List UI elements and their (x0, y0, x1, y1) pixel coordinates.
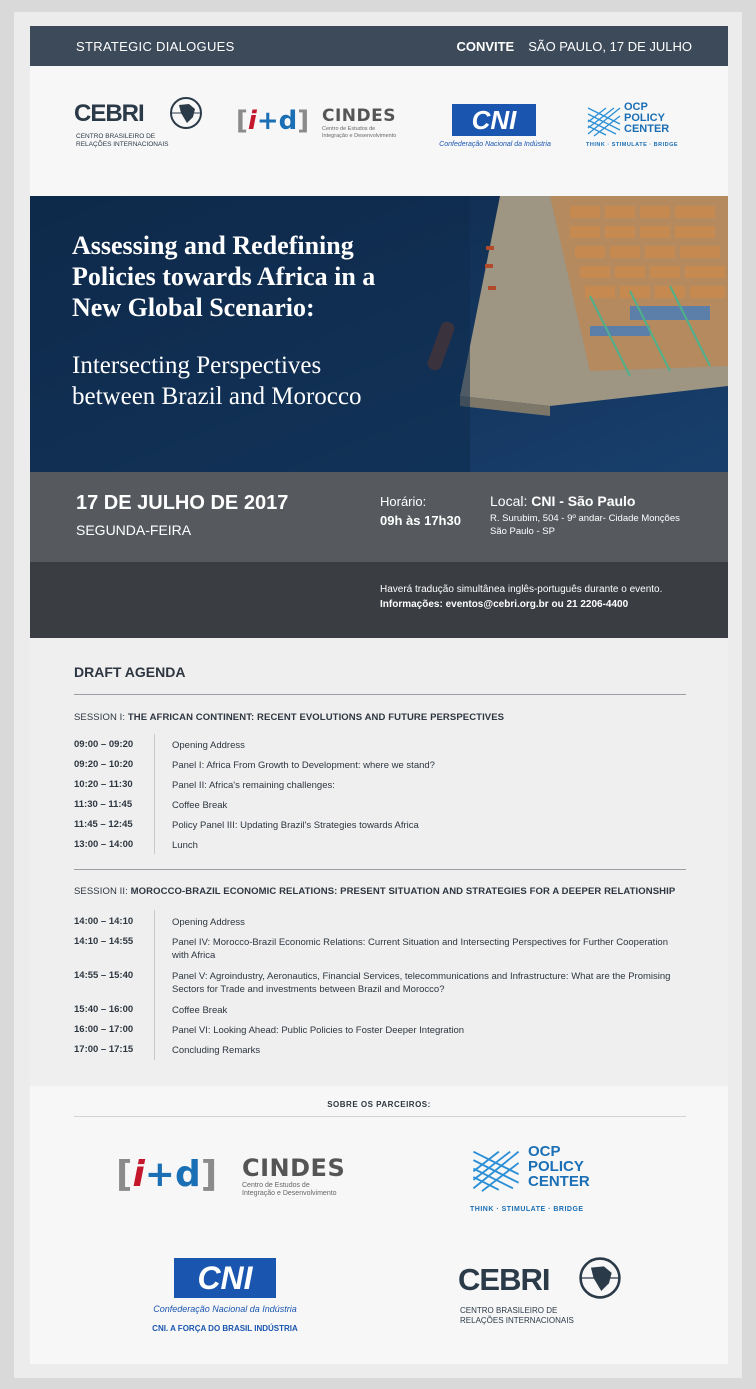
item-time: 11:30 – 11:45 (74, 799, 133, 810)
globe-icon (169, 96, 203, 130)
cindes-subtitle (322, 126, 396, 140)
cebri-wordmark: CEBRI (458, 1262, 550, 1297)
ocp-tagline: THINK · STIMULATE · BRIDGE (586, 142, 679, 148)
item-time: 13:00 – 14:00 (74, 839, 134, 850)
id-mark (116, 1154, 217, 1195)
address-line2: São Paulo - SP (490, 526, 555, 537)
venue-name: CNI - São Paulo (531, 493, 636, 509)
item-desc: Opening Address (172, 917, 245, 928)
event-title (72, 230, 452, 323)
item-desc: Policy Panel III: Updating Brazil's Strategies towards Africa (172, 820, 419, 831)
cebri-sub-line1: CENTRO BRASILEIRO DE (76, 133, 156, 140)
session2-label: SESSION II: (74, 886, 128, 897)
cni-logo[interactable] (430, 104, 560, 154)
event-subtitle (72, 350, 432, 412)
contact-info[interactable]: Informações: eventos@cebri.org.br ou 21 2206-4400 (380, 599, 629, 610)
item-time: 14:10 – 14:55 (74, 936, 134, 947)
item-desc: Panel VI: Looking Ahead: Public Policies to Foster Deeper Integration (172, 1025, 465, 1036)
id-plus: + (256, 106, 279, 136)
cebri-sub-line1: CENTRO BRASILEIRO DE (460, 1306, 558, 1315)
series-name: STRATEGIC DIALOGUES (76, 39, 235, 54)
id-i: i (247, 106, 257, 136)
ocp-wordmark (624, 102, 669, 135)
divider (74, 1116, 686, 1117)
item-time: 14:55 – 15:40 (74, 970, 134, 981)
session1-title: THE AFRICAN CONTINENT: RECENT EVOLUTIONS AND FUTURE PERSPECTIVES (127, 712, 505, 723)
cindes-sub-line1: Centro de Estudos de (322, 126, 376, 132)
item-time: 15:40 – 16:00 (74, 1004, 134, 1015)
event-date: 17 DE JULHO DE 2017 (76, 492, 289, 514)
ocp-line2: POLICY (528, 1158, 584, 1175)
cni-subtitle: Confederação Nacional da Indústria (439, 141, 551, 148)
event-hours: 09h às 17h30 (380, 513, 461, 528)
cindes-sub-line2: Integração e Desenvolvimento (242, 1190, 337, 1197)
cebri-partner-logo[interactable] (458, 1262, 628, 1332)
hero-banner (30, 196, 728, 472)
title-line3: New Global Scenario: (72, 293, 315, 322)
title-line1: Assessing and Redefining (72, 231, 354, 260)
item-desc: Coffee Break (172, 1005, 228, 1016)
invite-label: CONVITE (456, 39, 515, 54)
event-details-band (30, 472, 728, 562)
cindes-wordmark: CINDES (322, 106, 396, 126)
top-bar (30, 26, 728, 66)
id-plus: + (144, 1154, 175, 1195)
title-line2: Policies towards Africa in a (72, 262, 376, 291)
partners-label: SOBRE OS PARCEIROS: (327, 1100, 431, 1109)
cni-wordmark: CNI (452, 104, 536, 136)
session2-heading (74, 886, 675, 897)
id-d: d (174, 1154, 201, 1195)
ocp-wordmark (528, 1144, 590, 1189)
item-time: 11:45 – 12:45 (74, 819, 133, 830)
cni-partner-logo[interactable] (140, 1258, 310, 1338)
ocp-tagline: THINK · STIMULATE · BRIDGE (470, 1206, 584, 1213)
subtitle-line2: between Brazil and Morocco (72, 383, 362, 410)
logo-row (30, 66, 728, 196)
bracket-right: ] (200, 1154, 218, 1195)
cindes-sub-line2: Integração e Desenvolvimento (322, 133, 397, 139)
divider (74, 694, 686, 695)
bracket-left: [ (236, 106, 248, 136)
cindes-partner-logo[interactable] (116, 1154, 356, 1204)
place-date: SÃO PAULO, 17 DE JULHO (528, 39, 692, 54)
cebri-subtitle (460, 1306, 574, 1326)
ocp-partner-logo[interactable] (464, 1142, 610, 1218)
item-time: 09:20 – 10:20 (74, 759, 134, 770)
item-time: 17:00 – 17:15 (74, 1044, 134, 1055)
session2-title: MOROCCO-BRAZIL ECONOMIC RELATIONS: PRESENT SITUATION AND STRATEGIES FOR A DEEPER RELATIONSHIP (130, 886, 676, 897)
item-desc: Opening Address (172, 740, 245, 751)
cni-wordmark: CNI (174, 1258, 276, 1298)
timeline-divider (154, 910, 155, 1060)
ocp-mesh-icon (468, 1146, 524, 1194)
ocp-line3: CENTER (624, 123, 670, 135)
id-mark (236, 106, 309, 136)
item-time: 14:00 – 14:10 (74, 916, 134, 927)
venue-label: Local: (490, 493, 528, 509)
agenda-section (30, 638, 728, 1086)
bracket-left: [ (116, 1154, 133, 1195)
address-line1: R. Surubim, 504 - 9º andar- Cidade Monções (490, 513, 680, 524)
timeline-divider (154, 734, 155, 854)
partners-section (30, 1086, 728, 1364)
invite-header (456, 39, 692, 54)
ocp-line1: OCP (624, 101, 648, 113)
cebri-subtitle (76, 133, 168, 149)
ocp-line3: CENTER (528, 1173, 590, 1190)
item-desc: Coffee Break (172, 800, 228, 811)
ocp-mesh-icon (586, 104, 622, 138)
item-time: 10:20 – 11:30 (74, 779, 133, 790)
globe-icon (578, 1256, 622, 1300)
ocp-logo[interactable] (586, 102, 690, 160)
cebri-wordmark: CEBRI (74, 100, 144, 127)
item-desc: Panel II: Africa's remaining challenges: (172, 780, 335, 791)
cindes-subtitle (242, 1182, 337, 1198)
item-desc: Concluding Remarks (172, 1045, 261, 1056)
cindes-logo[interactable] (236, 106, 406, 146)
info-band (30, 562, 728, 638)
hour-label: Horário: (380, 494, 427, 509)
id-i: i (132, 1154, 145, 1195)
divider (74, 869, 686, 870)
event-weekday: SEGUNDA-FEIRA (76, 522, 192, 538)
invitation-card (30, 26, 728, 1364)
cni-subtitle: Confederação Nacional da Indústria (153, 1304, 297, 1314)
agenda-heading: DRAFT AGENDA (74, 664, 186, 680)
cebri-sub-line2: RELAÇÕES INTERNACIONAIS (76, 141, 169, 148)
item-desc: Panel V: Agroindustry, Aeronautics, Financial Services, telecommunications and Infrastructure: What are the Promising Sectors for Trade and investments between Brazil and Morocco? (172, 971, 671, 995)
item-desc: Lunch (172, 840, 198, 851)
session1-heading (74, 712, 504, 723)
cindes-sub-line1: Centro de Estudos de (242, 1182, 310, 1189)
cebri-sub-line2: RELAÇÕES INTERNACIONAIS (460, 1316, 574, 1325)
id-d: d (278, 106, 298, 136)
translation-note: Haverá tradução simultânea inglês-português durante o evento. (380, 584, 663, 595)
cebri-logo[interactable] (74, 100, 204, 160)
venue (490, 493, 635, 509)
bracket-right: ] (297, 106, 310, 136)
session1-label: SESSION I: (74, 712, 126, 723)
subtitle-line1: Intersecting Perspectives (72, 352, 322, 379)
ocp-line2: POLICY (624, 112, 665, 124)
item-time: 16:00 – 17:00 (74, 1024, 134, 1035)
ocp-line1: OCP (528, 1143, 561, 1160)
venue-address (490, 512, 680, 538)
cni-tagline: CNI. A FORÇA DO BRASIL INDÚSTRIA (152, 1324, 298, 1333)
item-time: 09:00 – 09:20 (74, 739, 134, 750)
item-desc: Panel IV: Morocco-Brazil Economic Relations: Current Situation and Intersecting Perspectives for Further Cooperation with Africa (172, 937, 668, 961)
cindes-wordmark: CINDES (242, 1154, 346, 1182)
item-desc: Panel I: Africa From Growth to Development: where we stand? (172, 760, 435, 771)
